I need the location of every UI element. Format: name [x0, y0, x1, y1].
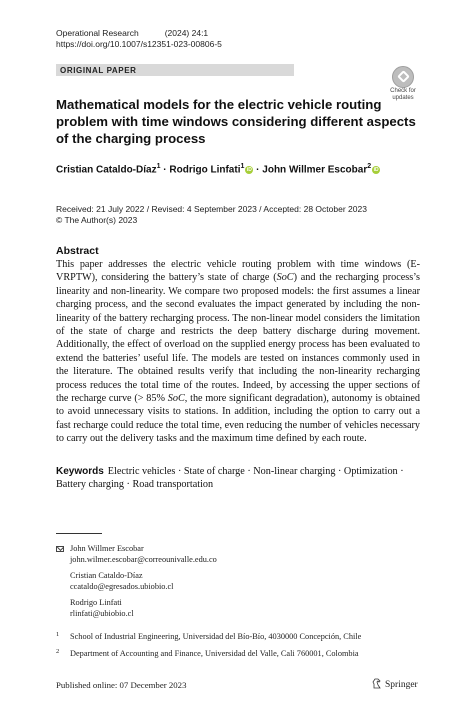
author-separator: ·: [160, 164, 170, 176]
doi-link[interactable]: https://doi.org/10.1007/s12351-023-00806-5: [56, 39, 222, 49]
article-history: [56, 204, 367, 226]
contact-email[interactable]: john.wilmer.escobar@correounivalle.edu.co: [70, 554, 217, 564]
contact-email[interactable]: rlinfati@ubiobio.cl: [70, 608, 134, 618]
abstract-text: , the more significant degradation), autonomy is obtained to avoid unnecessary visits to stations. In addition, including the option to carry out a fast recharge could reduce the total time, even reducing the number of vehicles necessary to carry out the delivery tasks and the maximum time defined by each route.: [56, 393, 420, 445]
author-name[interactable]: Cristian Cataldo-Díaz: [56, 164, 157, 176]
author-list: [56, 163, 426, 175]
journal-volume: (2024) 24:1: [164, 28, 209, 38]
affiliation: [56, 647, 359, 660]
author-affil-sup: 1: [156, 163, 161, 170]
abstract-text: ) and the recharging process’s linearity and non-linearity. We compare two proposed models: the first assumes a linear charging process, and the second evaluates the impact generated by including the non-linearity of the battery recharging process. The non-linear model considers the limitation of the state of charge and restricts the deep battery discharge during movement. Additionally, the effect of overload on the supplied energy process has been evaluated to extend the batteries’ useful life. The models are tested on instances commonly used in the literature. The obtained results verify that including the non-linearity recharging process reduces the total time of the routes. Indeed, by accessing the upper sections of the recharge curve (> 85%: [56, 272, 420, 405]
copyright-line: © The Author(s) 2023: [56, 215, 138, 225]
author-affil-sup: 1: [240, 163, 245, 170]
crossmark-line2: updates: [392, 94, 414, 101]
journal-header: [56, 28, 222, 50]
publisher-name: Springer: [385, 680, 418, 690]
affiliation-text: Department of Accounting and Finance, Universidad del Valle, Cali 760001, Colombia: [70, 649, 359, 658]
crossmark-line1: Check for: [390, 88, 416, 94]
contact-entry: [70, 598, 217, 619]
author-name[interactable]: Rodrigo Linfati: [169, 164, 241, 176]
contact-list: [56, 544, 217, 626]
publisher-logo: [372, 678, 418, 690]
affiliation: [56, 630, 361, 643]
author-affil-sup: 2: [367, 163, 372, 170]
affiliation-number: 1: [56, 631, 60, 638]
springer-horse-icon: [372, 678, 382, 689]
author-name[interactable]: John Willmer Escobar: [262, 164, 368, 176]
envelope-icon: [56, 546, 64, 552]
published-online: Published online: 07 December 2023: [56, 680, 187, 690]
abstract-soc: SoC: [276, 272, 294, 284]
journal-name: Operational Research: [56, 28, 139, 38]
orcid-icon[interactable]: iD: [373, 167, 379, 174]
contact-name: John Willmer Escobar: [70, 544, 144, 553]
contact-name: Rodrigo Linfati: [70, 598, 122, 608]
contact-email[interactable]: ccataldo@egresados.ubiobio.cl: [70, 581, 174, 591]
affiliation-text: School of Industrial Engineering, Universidad del Bío-Bío, 4030000 Concepción, Chile: [70, 632, 362, 641]
paper-title: Mathematical models for the electric vehicle routing problem with time windows considering different aspects of the charging process: [56, 97, 416, 146]
contact-name: Cristian Cataldo-Díaz: [70, 571, 143, 581]
author-separator: ·: [253, 164, 263, 176]
abstract-body: [56, 258, 420, 446]
keywords-block: [56, 465, 420, 492]
abstract-soc: SoC: [167, 393, 185, 405]
abstract-text: This paper addresses the electric vehicle routing problem with time windows (E-VRPTW), considering the battery’s state of charge (: [56, 259, 420, 284]
history-dates: Received: 21 July 2022 / Revised: 4 September 2023 / Accepted: 28 October 2023: [56, 204, 367, 214]
orcid-icon[interactable]: iD: [246, 167, 252, 174]
abstract-heading: Abstract: [56, 245, 99, 257]
contact-entry: [70, 544, 217, 565]
keywords-heading: Keywords: [56, 466, 104, 477]
footnote-divider: [56, 533, 102, 534]
section-label: ORIGINAL PAPER: [60, 65, 137, 75]
keywords-list: Electric vehicles · State of charge · Non-linear charging · Optimization · Battery charging · Road transportation: [56, 466, 404, 491]
contact-entry: [70, 571, 217, 592]
affiliation-number: 2: [56, 648, 60, 655]
